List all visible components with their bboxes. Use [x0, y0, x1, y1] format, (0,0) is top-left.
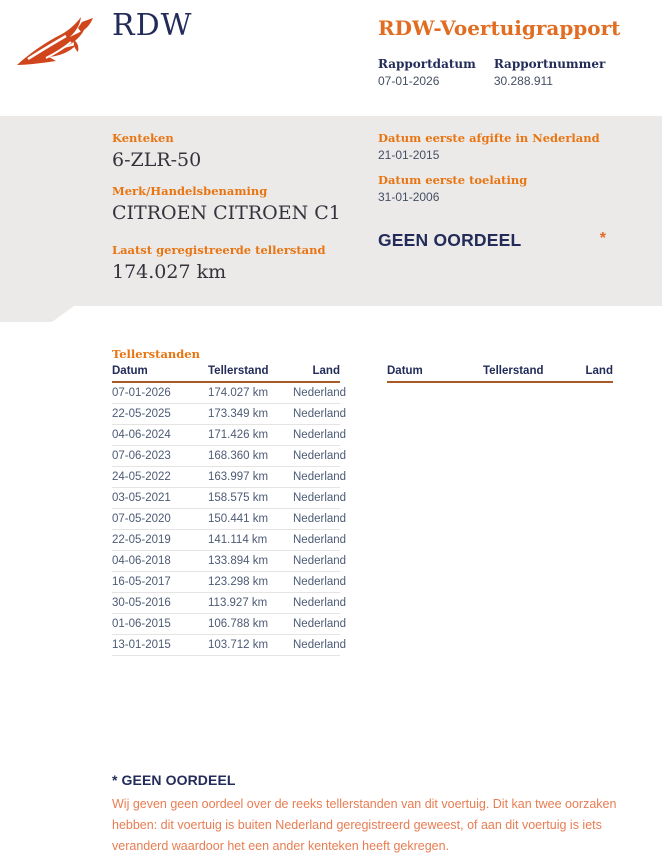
table-row: [112, 530, 340, 551]
merk-label: Merk/Handelsbenaming: [112, 184, 268, 198]
table-cell: Nederland: [293, 635, 340, 656]
report-date-label: Rapportdatum: [378, 57, 476, 71]
table-cell: Nederland: [293, 593, 340, 614]
footnote-heading: * GEEN OORDEEL: [112, 772, 236, 788]
tellerstand-value: 174.027 km: [112, 261, 227, 283]
table-cell: 133.894 km: [208, 551, 293, 572]
table-cell: 171.426 km: [208, 425, 293, 446]
table-row: [112, 593, 340, 614]
report-meta: [378, 57, 638, 88]
table-cell: 113.927 km: [208, 593, 293, 614]
column-header-tellerstand: Tellerstand: [483, 363, 568, 382]
table-cell: 141.114 km: [208, 530, 293, 551]
afgifte-label: Datum eerste afgifte in Nederland: [378, 131, 600, 145]
table-row: [112, 614, 340, 635]
column-header-datum: Datum: [112, 363, 208, 382]
footnote: [112, 772, 626, 854]
table-cell: 13-01-2015: [112, 635, 208, 656]
table-cell: 106.788 km: [208, 614, 293, 635]
table-cell: 07-01-2026: [112, 382, 208, 404]
summary-left-column: [112, 131, 362, 296]
table-cell: 22-05-2025: [112, 404, 208, 425]
table-cell: 158.575 km: [208, 488, 293, 509]
report-title: RDW-Voertuigrapport: [378, 16, 621, 40]
table-row: [112, 572, 340, 593]
report-number-value: 30.288.911: [493, 74, 553, 88]
table-cell: 174.027 km: [208, 382, 293, 404]
table-cell: Nederland: [293, 614, 340, 635]
merk-value: CITROEN CITROEN C1: [112, 202, 341, 224]
table-cell: 22-05-2019: [112, 530, 208, 551]
afgifte-field: [378, 131, 608, 162]
table-cell: Nederland: [293, 572, 340, 593]
table-row: [112, 509, 340, 530]
table-cell: 07-05-2020: [112, 509, 208, 530]
table-row: [112, 467, 340, 488]
table-cell: Nederland: [293, 530, 340, 551]
report-number-label: Rapportnummer: [493, 57, 606, 71]
tellerstanden-table-empty: [387, 363, 613, 383]
toelating-label: Datum eerste toelating: [378, 173, 528, 187]
column-header-tellerstand: Tellerstand: [208, 363, 293, 382]
table-cell: 163.997 km: [208, 467, 293, 488]
verdict: [378, 230, 606, 251]
table-row: [112, 382, 340, 404]
asterisk-icon: *: [599, 230, 606, 247]
tellerstanden-table: [112, 363, 347, 656]
rdw-logo-text: RDW: [112, 8, 193, 43]
table-cell: 04-06-2024: [112, 425, 208, 446]
table-cell: Nederland: [293, 425, 340, 446]
afgifte-value: 21-01-2015: [378, 148, 440, 162]
table-row: [112, 488, 340, 509]
toelating-value: 31-01-2006: [378, 190, 440, 204]
rdw-wing-logo-icon: [16, 12, 94, 70]
table-cell: Nederland: [293, 509, 340, 530]
column-header-land: Land: [293, 363, 340, 382]
table-cell: Nederland: [293, 446, 340, 467]
table-row: [112, 551, 340, 572]
kenteken-field: [112, 131, 362, 173]
table-cell: 24-05-2022: [112, 467, 208, 488]
table-row: [112, 446, 340, 467]
kenteken-label: Kenteken: [112, 131, 174, 145]
report-date-field: [378, 57, 476, 88]
table-cell: 03-05-2021: [112, 488, 208, 509]
toelating-field: [378, 173, 608, 204]
tellerstanden-section-title: Tellerstanden: [112, 347, 200, 361]
table-cell: 123.298 km: [208, 572, 293, 593]
footnote-text: Wij geven geen oordeel over de reeks tellerstanden van dit voertuig. Dit kan twee oorzaken hebben: dit voertuig is buiten Nederland geregistreerd geweest, of aan dit voertuig is iets veranderd waardoor het een ander kenteken heeft gekregen.: [112, 797, 617, 853]
table-cell: 30-05-2016: [112, 593, 208, 614]
table-cell: 168.360 km: [208, 446, 293, 467]
table-cell: Nederland: [293, 404, 340, 425]
table-cell: 16-05-2017: [112, 572, 208, 593]
table-cell: 07-06-2023: [112, 446, 208, 467]
table-cell: Nederland: [293, 551, 340, 572]
table-cell: Nederland: [293, 382, 340, 404]
column-header-datum: Datum: [387, 363, 483, 382]
tellerstand-label: Laatst geregistreerde tellerstand: [112, 243, 326, 257]
table-row: [112, 404, 340, 425]
table-cell: 04-06-2018: [112, 551, 208, 572]
report-number-field: [494, 57, 605, 88]
table-cell: 173.349 km: [208, 404, 293, 425]
column-header-land: Land: [568, 363, 613, 382]
table-row: [112, 635, 340, 656]
kenteken-value: 6-ZLR-50: [112, 149, 202, 171]
tellerstand-field: [112, 243, 362, 285]
table-cell: 103.712 km: [208, 635, 293, 656]
table-header-row: [112, 363, 340, 382]
table-row: [112, 425, 340, 446]
table-header-row: [387, 363, 613, 382]
table-cell: Nederland: [293, 488, 340, 509]
summary-right-column: [378, 131, 608, 215]
table-cell: 01-06-2015: [112, 614, 208, 635]
verdict-text: GEEN OORDEEL: [378, 230, 522, 250]
report-header: [378, 16, 638, 88]
table-cell: Nederland: [293, 467, 340, 488]
merk-field: [112, 184, 362, 226]
report-date-value: 07-01-2026: [378, 74, 440, 88]
table-cell: 150.441 km: [208, 509, 293, 530]
